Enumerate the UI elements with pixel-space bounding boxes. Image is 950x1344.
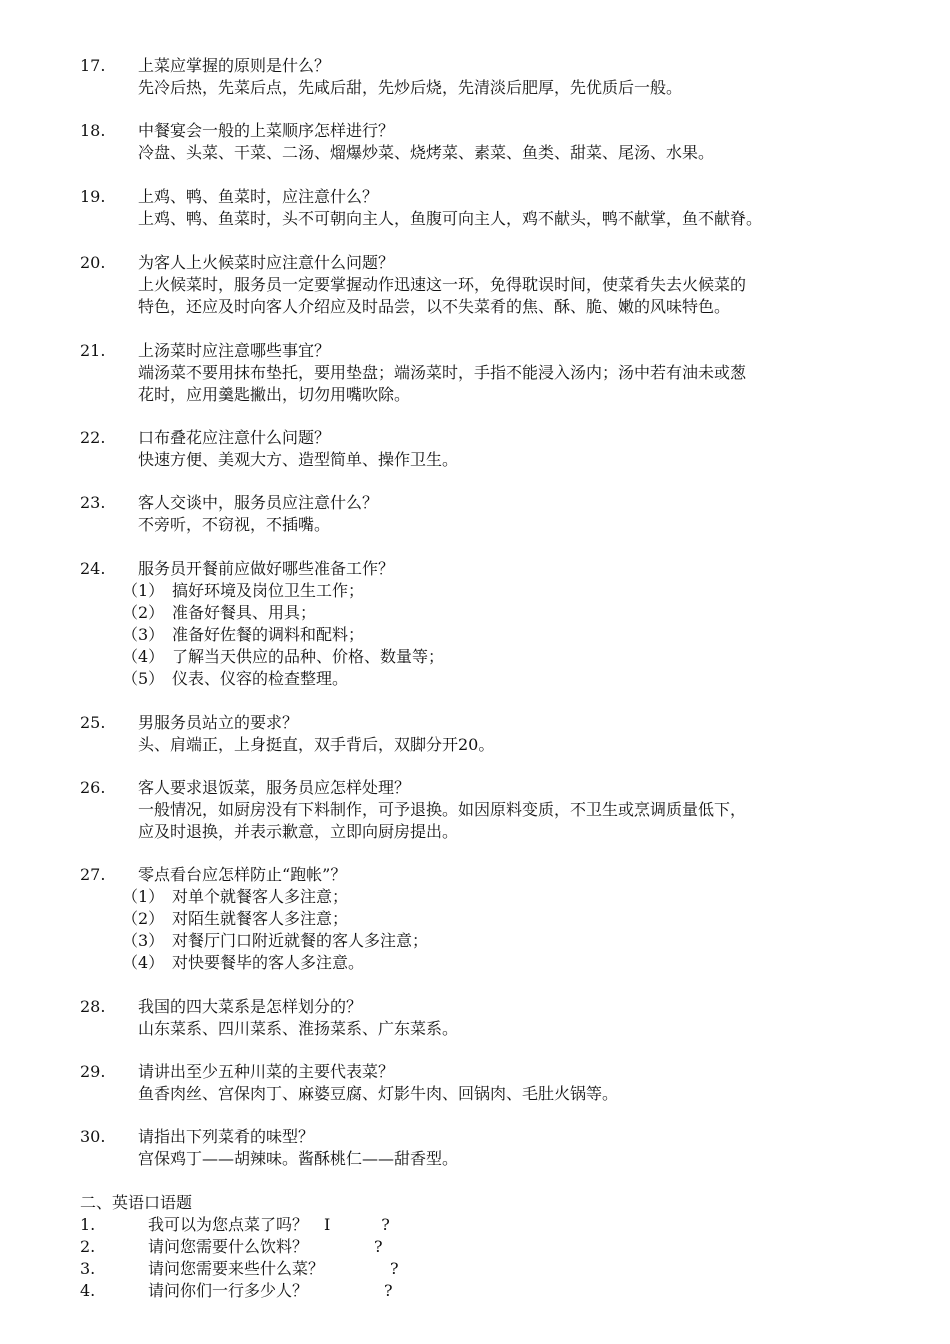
- question-number: 24.: [80, 559, 106, 578]
- answer-text: 山东菜系、四川菜系、淮扬菜系、广东菜系。: [138, 1019, 459, 1038]
- english-item-number: 3.: [80, 1259, 96, 1278]
- english-item-answer: I ?: [324, 1215, 390, 1234]
- english-item-question: 我可以为您点菜了吗？: [148, 1215, 309, 1234]
- question-text: 请指出下列菜肴的味型？: [138, 1127, 315, 1146]
- question-block: [80, 340, 940, 406]
- english-section: [80, 1192, 940, 1302]
- list-item-number: （3）: [122, 625, 165, 644]
- english-item: [80, 1280, 940, 1302]
- question-text: 上菜应掌握的原则是什么？: [138, 56, 331, 75]
- answer-text: 花时，应用羹匙撇出，切勿用嘴吹除。: [138, 385, 411, 404]
- answer-text: 上火候菜时，服务员一定要掌握动作迅速这一环，免得耽误时间，使菜肴失去火候菜的: [138, 275, 747, 294]
- question-text: 零点看台应怎样防止“跑帐”？: [138, 865, 347, 884]
- answer-text: 特色，还应及时向客人介绍应及时品尝，以不失菜肴的焦、酥、脆、嫩的风味特色。: [138, 297, 731, 316]
- list-item-number: （4）: [122, 953, 165, 972]
- answer-text: 宫保鸡丁——胡辣味。酱酥桃仁——甜香型。: [138, 1149, 459, 1168]
- english-item-number: 2.: [80, 1237, 96, 1256]
- answer-text: 应及时退换，并表示歉意，立即向厨房提出。: [138, 822, 459, 841]
- list-item-number: （1）: [122, 581, 165, 600]
- question-block: [80, 777, 940, 843]
- english-item: [80, 1214, 940, 1236]
- list-item: [80, 930, 940, 952]
- answer-text: 上鸡、鸭、鱼菜时，头不可朝向主人，鱼腹可向主人，鸡不献头，鸭不献掌，鱼不献脊。: [138, 209, 763, 228]
- question-number: 27.: [80, 865, 106, 884]
- question-block: [80, 1126, 940, 1170]
- list-item-text: 搞好环境及岗位卫生工作；: [172, 581, 365, 600]
- english-item-question: 请问您需要什么饮料？: [148, 1237, 309, 1256]
- list-item: [80, 886, 940, 908]
- question-block: [80, 1061, 940, 1105]
- answer-text: 一般情况，如厨房没有下料制作，可予退换。如因原料变质，不卫生或烹调质量低下，: [138, 800, 747, 819]
- question-text: 上鸡、鸭、鱼菜时，应注意什么？: [138, 187, 379, 206]
- list-item: [80, 602, 940, 624]
- question-number: 17.: [80, 56, 106, 75]
- question-number: 23.: [80, 493, 106, 512]
- answer-text: 鱼香肉丝、宫保肉丁、麻婆豆腐、灯影牛肉、回锅肉、毛肚火锅等。: [138, 1084, 619, 1103]
- english-item-number: 1.: [80, 1215, 96, 1234]
- answer-text: 冷盘、头菜、干菜、二汤、熘爆炒菜、烧烤菜、素菜、鱼类、甜菜、尾汤、水果。: [138, 143, 715, 162]
- question-block: [80, 996, 940, 1040]
- english-item-question: 请问你们一行多少人？: [148, 1281, 309, 1300]
- question-number: 25.: [80, 713, 106, 732]
- english-item-answer: ?: [374, 1237, 383, 1256]
- question-block: [80, 252, 940, 318]
- english-item: [80, 1258, 940, 1280]
- list-item-text: 对餐厅门口附近就餐的客人多注意；: [172, 931, 429, 950]
- question-block: [80, 427, 940, 471]
- question-block: [80, 492, 940, 536]
- list-item: [80, 952, 940, 974]
- question-text: 男服务员站立的要求？: [138, 713, 299, 732]
- question-text: 请讲出至少五种川菜的主要代表菜？: [138, 1062, 395, 1081]
- question-number: 21.: [80, 341, 106, 360]
- question-text: 中餐宴会一般的上菜顺序怎样进行？: [138, 121, 395, 140]
- list-item: [80, 908, 940, 930]
- question-number: 20.: [80, 253, 106, 272]
- question-number: 18.: [80, 121, 106, 140]
- answer-text: 端汤菜不要用抹布垫托，要用垫盘；端汤菜时，手指不能浸入汤内；汤中若有油未或葱: [138, 363, 747, 382]
- question-number: 22.: [80, 428, 106, 447]
- question-block: [80, 55, 940, 99]
- question-text: 上汤菜时应注意哪些事宜？: [138, 341, 331, 360]
- list-item-text: 对陌生就餐客人多注意；: [172, 909, 349, 928]
- question-number: 29.: [80, 1062, 106, 1081]
- answer-text: 不旁听，不窃视，不插嘴。: [138, 515, 331, 534]
- list-item-number: （5）: [122, 669, 165, 688]
- english-item-answer: ?: [384, 1281, 393, 1300]
- answer-text: 头、肩端正，上身挺直，双手背后，双脚分开20。: [138, 735, 495, 754]
- list-item-number: （3）: [122, 931, 165, 950]
- list-item-number: （1）: [122, 887, 165, 906]
- list-item-text: 准备好餐具、用具；: [172, 603, 317, 622]
- list-item: [80, 624, 940, 646]
- list-item-number: （2）: [122, 603, 165, 622]
- english-item: [80, 1236, 940, 1258]
- question-block: [80, 712, 940, 756]
- list-item-number: （2）: [122, 909, 165, 928]
- list-item-number: （4）: [122, 647, 165, 666]
- question-block: [80, 558, 940, 690]
- list-item-text: 准备好佐餐的调料和配料；: [172, 625, 365, 644]
- question-number: 19.: [80, 187, 106, 206]
- list-item-text: 对快要餐毕的客人多注意。: [172, 953, 365, 972]
- question-block: [80, 120, 940, 164]
- question-text: 客人交谈中，服务员应注意什么？: [138, 493, 379, 512]
- list-item-text: 了解当天供应的品种、价格、数量等；: [172, 647, 445, 666]
- question-text: 口布叠花应注意什么问题？: [138, 428, 331, 447]
- question-number: 26.: [80, 778, 106, 797]
- section-heading: 二、英语口语题: [80, 1193, 193, 1212]
- question-text: 为客人上火候菜时应注意什么问题？: [138, 253, 395, 272]
- list-item: [80, 580, 940, 602]
- question-block: [80, 864, 940, 974]
- question-text: 服务员开餐前应做好哪些准备工作？: [138, 559, 395, 578]
- question-text: 我国的四大菜系是怎样划分的？: [138, 997, 363, 1016]
- answer-text: 先冷后热，先菜后点，先咸后甜，先炒后烧，先清淡后肥厚，先优质后一般。: [138, 78, 683, 97]
- list-item-text: 仪表、仪容的检查整理。: [172, 669, 349, 688]
- list-item: [80, 646, 940, 668]
- english-item-number: 4.: [80, 1281, 96, 1300]
- english-item-question: 请问您需要来些什么菜？: [148, 1259, 325, 1278]
- list-item: [80, 668, 940, 690]
- english-item-answer: ?: [390, 1259, 399, 1278]
- question-number: 30.: [80, 1127, 106, 1146]
- answer-text: 快速方便、美观大方、造型简单、操作卫生。: [138, 450, 459, 469]
- question-text: 客人要求退饭菜，服务员应怎样处理？: [138, 778, 411, 797]
- question-block: [80, 186, 940, 230]
- question-number: 28.: [80, 997, 106, 1016]
- list-item-text: 对单个就餐客人多注意；: [172, 887, 349, 906]
